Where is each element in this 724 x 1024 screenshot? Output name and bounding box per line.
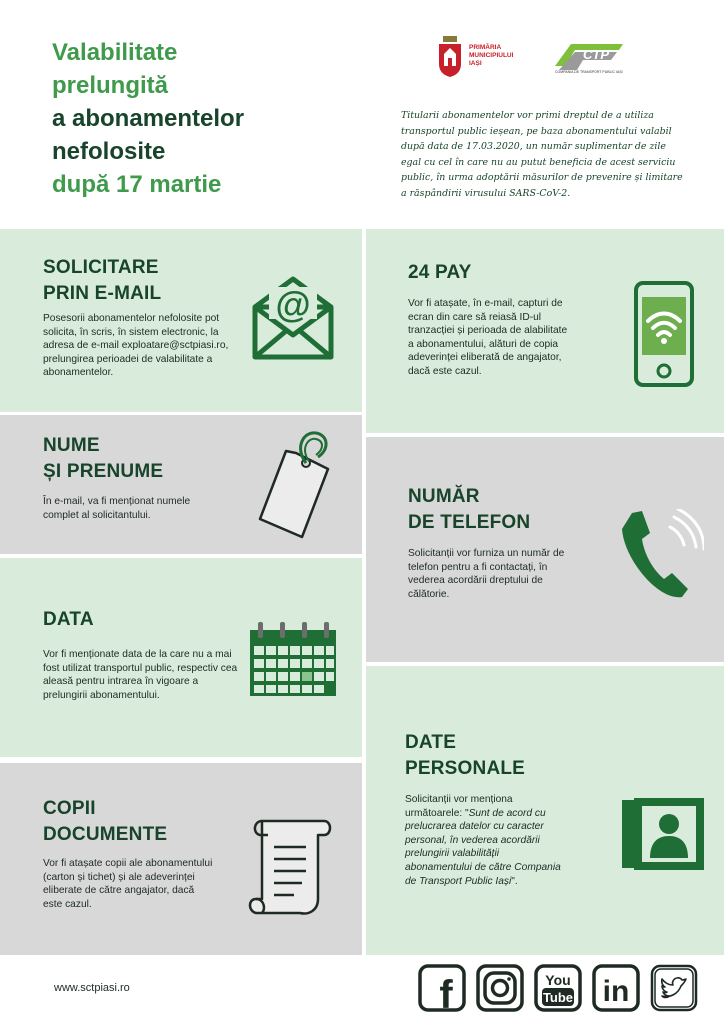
card-text: Solicitanții vor furniza un număr de telefon pentru a fi contactați, în vederea acordării dreptului de călătorie. [408,548,565,600]
title-line: a abonamentelor [52,105,245,132]
card-title-line: DE TELEFON [408,512,531,533]
card-title-line: PRIN E-MAIL [43,283,162,304]
youtube-glyph-top: You [545,972,571,988]
card-title-line: SOLICITARE [43,257,159,278]
card-24pay [366,229,724,433]
facebook-icon[interactable] [418,964,466,1012]
card-text: Vor fi menționate data de la care nu a mai fost utilizat transportul public, respectiv cea aleasă pentru intrarea în vigoare a prelungirii abonamentului. [43,649,238,701]
ctp-subtitle: COMPANIA DE TRANSPORT PUBLIC IAȘI [555,70,623,74]
card-text: Posesorii abonamentelor nefolosite pot solicita, în scris, în sistem electronic, la adresa de e-mail exploatare@sctpiasi.ro, prelungirea perioadei de valabilitate a abonamentelor. [43,313,229,379]
card-copii-documente [0,763,362,955]
scroll-icon [246,813,334,919]
instagram-icon[interactable] [476,964,524,1012]
title-line: prelungită [52,72,169,99]
card-text-plain: Solicitanții vor menționa următoarele: " [405,794,513,819]
ctp-mark-text: CTP [583,47,609,62]
card-solicitare-email [0,229,362,412]
card-text: Vor fi atașate copii ale abonamentului (carton și tichet) și ale adeverinței eliberate de către angajator, dacă este cazul. [43,858,213,910]
tag-icon [254,427,334,542]
page-title [52,36,372,201]
coat-of-arms-icon [437,36,463,78]
primaria-line: MUNICIPIULUI [469,52,514,59]
title-line: nefolosite [52,138,166,165]
phone-wifi-icon [632,279,696,389]
ctp-logo [553,40,627,80]
website-link[interactable]: www.sctpiasi.ro [54,982,130,994]
primaria-line: IAȘI [469,60,482,67]
calendar-icon [248,620,338,698]
card-text: Vor fi atașate, în e-mail, capturi de ecran din care să reiasă ID-ul tranzacției și perioada de alabilitate a abonamentului, alături de copia adeverinței eliberată de angajator, dacă este cazul. [408,298,568,377]
twitter-icon[interactable] [650,964,698,1012]
card-title-line: ȘI PRENUME [43,461,164,482]
intro-text: Titularii abonamentelor vor primi dreptul de a utiliza transportul public ieșean, pe baza abonamentului valabil după data de 17.03.2020, un număr suplimentar de zile egal cu cel în care nu au putut beneficia de acest serviciu public, în urma adoptării măsurilor de prevenire și limitare a răspândirii virusului SARS-CoV-2. [401,110,683,199]
card-date-personale [366,666,724,955]
card-text-end: ". [511,875,518,887]
contact-icon [618,794,708,874]
card-text-italic: Sunt de acord cu prelucrarea datelor cu caracter personal, în vederea acordării prelungirii valabilității abonamentului de către Compania de Transport Public Iași [405,807,561,887]
card-data [0,558,362,757]
card-numar-telefon [366,437,724,662]
card-nume-prenume [0,415,362,554]
card-title-line: DOCUMENTE [43,824,168,845]
card-title-line: COPII [43,798,96,819]
ctp-mark-icon [553,40,627,72]
email-icon [250,273,336,363]
card-title-line: DATA [43,609,94,630]
card-title-line: NUME [43,435,100,456]
card-title-line: NUMĂR [408,486,480,507]
linkedin-icon[interactable] [592,964,640,1012]
title-line: după 17 martie [52,171,222,198]
primaria-logo [437,34,527,80]
card-title-line: PERSONALE [405,758,526,779]
svg-text:@: @ [275,284,311,325]
card-text [405,793,567,888]
card-title-line: 24 PAY [408,262,472,283]
card-title-line: DATE [405,732,457,753]
linkedin-glyph: in [602,975,630,1008]
youtube-icon[interactable] [534,964,582,1012]
youtube-glyph-bottom: Tube [542,990,574,1005]
facebook-glyph: f [439,973,453,1012]
primaria-line: PRIMĂRIA [469,44,502,51]
card-text: În e-mail, va fi menționat numele complet al solicitantului. [43,496,191,521]
title-line: Valabilitate [52,39,178,66]
telephone-icon [618,509,704,601]
